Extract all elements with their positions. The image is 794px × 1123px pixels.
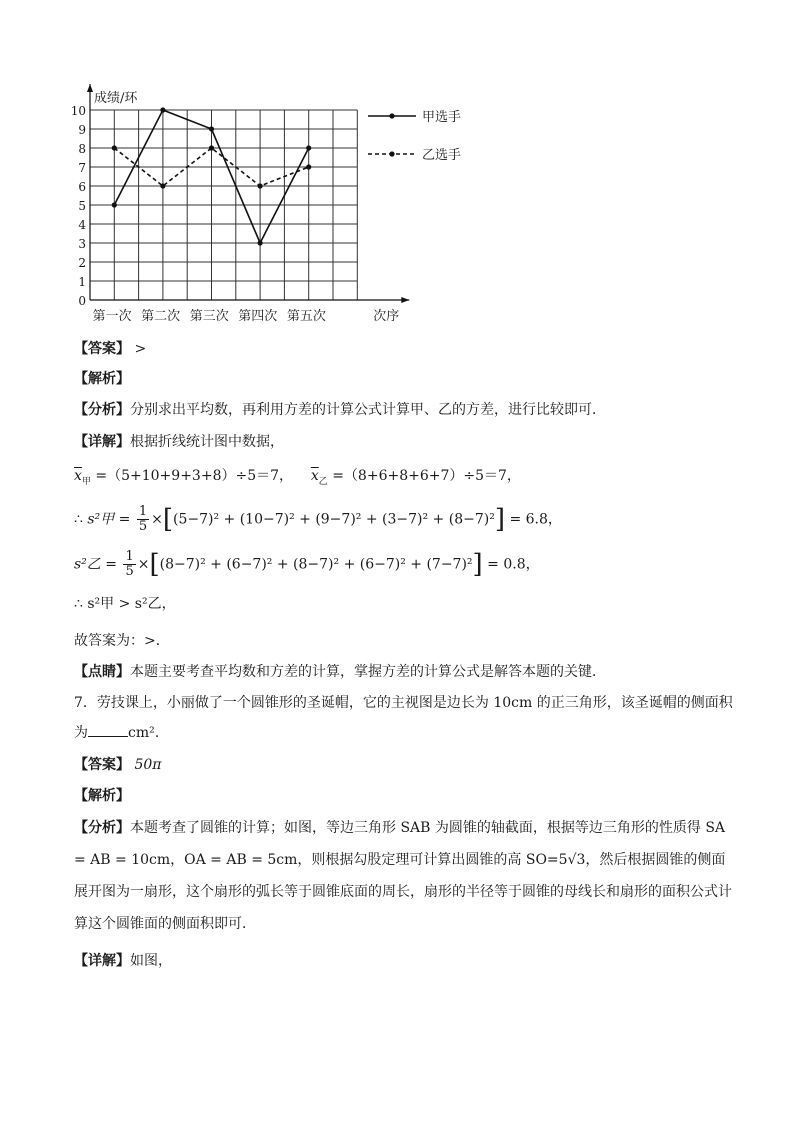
y-tick-label: 6 xyxy=(78,180,86,194)
legend-marker xyxy=(389,113,394,118)
y-tick-label: 0 xyxy=(78,294,86,308)
legend-label: 甲选手 xyxy=(422,110,462,125)
y-tick-label: 9 xyxy=(78,123,86,137)
q6-answer: 【答案】 > xyxy=(74,341,147,357)
data-point xyxy=(258,240,263,245)
y-tick-label: 4 xyxy=(78,218,86,232)
chart-ticks xyxy=(71,104,326,324)
data-point xyxy=(258,183,263,188)
data-point xyxy=(306,145,311,150)
y-tick-label: 1 xyxy=(78,275,86,289)
q6-var-jia: ∴ s²甲 = $\frac{1}{5}$ ×[(5−7)² + (10−7)² + (9−7)² + (3−7)² + (8−7)²] = 6.8， xyxy=(74,504,562,535)
q6-final: 故答案为：>． xyxy=(74,633,170,649)
legend-label: 乙选手 xyxy=(422,148,462,163)
q6-jiexi: 【解析】 xyxy=(74,371,130,387)
chart-axes xyxy=(87,84,409,324)
q7-jiexi: 【解析】 xyxy=(74,788,130,804)
y-axis-arrow xyxy=(87,84,93,92)
q6-dianjing: 【点睛】本题主要考查平均数和方差的计算，掌握方差的计算公式是解答本题的关键． xyxy=(74,664,606,680)
data-point xyxy=(160,183,165,188)
x-axis-arrow xyxy=(401,297,409,303)
y-tick-label: 10 xyxy=(70,104,86,118)
q7-answer: 【答案】 50π xyxy=(74,757,162,773)
x-tick-label: 第一次 xyxy=(92,309,132,324)
data-point xyxy=(112,202,117,207)
x-tick-label: 第二次 xyxy=(141,309,181,324)
x-tick-label: 第三次 xyxy=(189,309,229,324)
y-tick-label: 5 xyxy=(78,199,86,213)
q7-xiangjie: 【详解】如图， xyxy=(74,953,172,969)
chart-grid xyxy=(90,110,357,300)
q6-compare: ∴ s²甲 > s²乙， xyxy=(74,596,176,612)
data-point xyxy=(209,126,214,131)
q6-fenxi: 【分析】分别求出平均数，再利用方差的计算公式计算甲、乙的方差，进行比较即可． xyxy=(74,402,606,418)
legend-marker xyxy=(389,151,394,156)
answer-blank xyxy=(88,722,128,737)
q6-means: $\overline{x}_甲 =(5+10+9+3+8)\div 5=7$， $\overline{x}_乙 =(8+6+8+6+7)\div 5=7$， xyxy=(74,468,521,487)
line-chart xyxy=(60,62,480,330)
y-tick-label: 8 xyxy=(78,142,86,156)
y-tick-label: 7 xyxy=(78,161,86,175)
q7-stem: 7．劳技课上，小丽做了一个圆锥形的圣诞帽，它的主视图是边长为 10cm 的正三角形，该圣诞帽的侧面积 xyxy=(74,695,733,711)
x-tick-label: 第五次 xyxy=(286,309,326,324)
q7-stem-2: 为 cm². xyxy=(74,722,159,743)
data-point xyxy=(160,107,165,112)
chart-legend xyxy=(368,109,461,163)
q6-var-yi: s²乙 = $\frac{1}{5}$ ×[(8−7)² + (6−7)² + (8−7)² + (6−7)² + (7−7)²] = 0.8， xyxy=(74,549,540,580)
data-point xyxy=(209,145,214,150)
y-tick-label: 3 xyxy=(78,237,86,251)
y-tick-label: 2 xyxy=(78,256,86,270)
x-axis-label: 次序 xyxy=(373,309,400,324)
x-tick-label: 第四次 xyxy=(238,309,278,324)
data-point xyxy=(306,164,311,169)
q7-fenxi: 【分析】本题考查了圆锥的计算；如图，等边三角形 SAB 为圆锥的轴截面，根据等边三角形的性质得 SA = AB = 10cm，OA = AB = 5cm，则根据勾股定理可计算出圆锥的高 SO=5√3，然后根据圆锥的侧面展开图为一扇形，这个扇形的弧长等于圆锥底面的周长，扇形的半径等于圆锥的母线长和扇形的面积公式计算这个圆锥面的侧面积即可． xyxy=(74,820,732,932)
q6-xiangjie: 【详解】根据折线统计图中数据， xyxy=(74,434,284,450)
y-axis-label: 成绩/环 xyxy=(94,91,138,106)
data-point xyxy=(112,145,117,150)
